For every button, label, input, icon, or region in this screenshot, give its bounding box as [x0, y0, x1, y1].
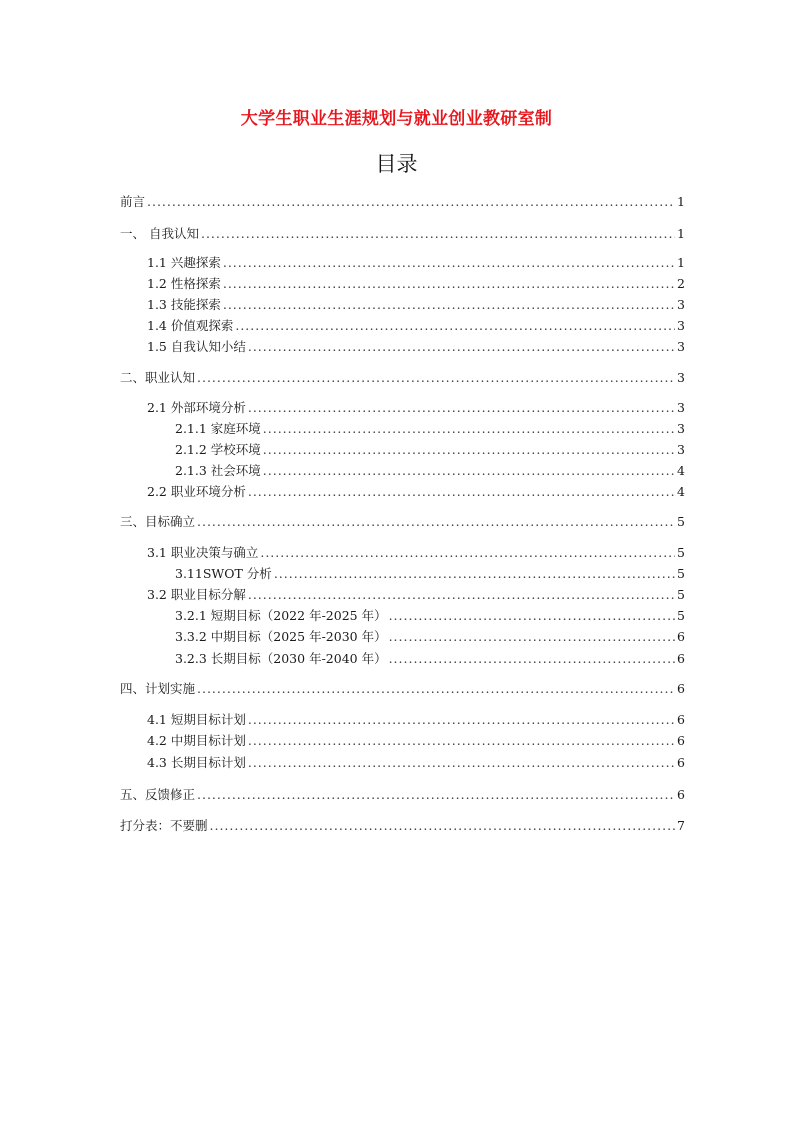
toc-entry-page: 5	[677, 545, 685, 560]
toc-leader	[248, 586, 675, 604]
toc-entry-page: 6	[677, 733, 685, 748]
toc-entry-page: 3	[677, 442, 685, 457]
toc-leader	[197, 786, 675, 804]
toc-entry-label: 二、职业认知	[120, 370, 196, 385]
toc-entry-3-1-1[interactable]	[175, 565, 685, 583]
toc-entry-page: 5	[677, 608, 685, 623]
toc-leader	[210, 817, 676, 835]
toc-entry-implementation[interactable]	[120, 680, 685, 698]
toc-entry-label: 前言	[120, 194, 146, 209]
toc-entry-page: 6	[677, 651, 685, 666]
toc-leader	[223, 296, 675, 314]
toc-leader	[389, 607, 675, 625]
toc-entry-page: 3	[677, 318, 685, 333]
toc-entry-label: 2.1.1 家庭环境	[175, 421, 261, 436]
toc-entry-page: 3	[677, 370, 685, 385]
toc-entry-page: 2	[677, 276, 685, 291]
toc-entry-page: 1	[677, 255, 685, 270]
toc-leader	[263, 420, 675, 438]
toc-leader	[147, 193, 675, 211]
toc-entry-page: 3	[677, 297, 685, 312]
toc-entry-label: 五、反馈修正	[120, 787, 196, 802]
toc-entry-label: 三、目标确立	[120, 514, 196, 529]
toc-entry-3-1[interactable]	[147, 544, 685, 562]
toc-entry-1-2[interactable]	[147, 275, 685, 293]
toc-leader	[248, 338, 675, 356]
toc-entry-label: 四、计划实施	[120, 681, 196, 696]
toc-entry-label: 打分表：不要删	[120, 818, 208, 833]
toc-entry-4-3[interactable]	[147, 754, 685, 772]
toc-entry-label: 3.11SWOT 分析	[175, 566, 272, 581]
toc-entry-page: 6	[677, 681, 685, 696]
toc-entry-1-4[interactable]	[147, 317, 685, 335]
toc-leader	[223, 275, 675, 293]
toc-entry-page: 5	[677, 566, 685, 581]
document-title: 大学生职业生涯规划与就业创业教研室制	[240, 109, 553, 129]
toc-leader	[263, 462, 675, 480]
toc-entry-label: 1.5 自我认知小结	[147, 339, 246, 354]
toc-entry-label: 4.1 短期目标计划	[147, 712, 246, 727]
toc-entry-4-1[interactable]	[147, 711, 685, 729]
toc-entry-page: 4	[677, 484, 685, 499]
toc-entry-1-5[interactable]	[147, 338, 685, 356]
toc-leader	[389, 628, 675, 646]
toc-leader	[223, 254, 675, 272]
toc-entry-label: 1.1 兴趣探索	[147, 255, 221, 270]
toc-entry-2-2[interactable]	[147, 483, 685, 501]
toc-entry-3-2[interactable]	[147, 586, 685, 604]
toc-entry-page: 1	[677, 194, 685, 209]
toc-leader	[197, 513, 675, 531]
toc-entry-page: 3	[677, 400, 685, 415]
toc-entry-score-sheet[interactable]	[120, 817, 685, 835]
toc-entry-page: 6	[677, 629, 685, 644]
toc-entry-2-1-1[interactable]	[175, 420, 685, 438]
toc-entry-3-3-2[interactable]	[175, 628, 685, 646]
toc-entry-page: 4	[677, 463, 685, 478]
toc-leader	[248, 399, 675, 417]
toc-leader	[201, 225, 675, 243]
toc-heading: 目录	[375, 152, 418, 176]
toc-leader	[197, 369, 675, 387]
toc-entry-goal-setting[interactable]	[120, 513, 685, 531]
toc-entry-page: 3	[677, 421, 685, 436]
toc-entry-page: 1	[677, 226, 685, 241]
toc-leader	[248, 732, 675, 750]
toc-entry-label: 3.2.1 短期目标（2022 年-2025 年）	[175, 608, 387, 623]
toc-entry-label: 4.2 中期目标计划	[147, 733, 246, 748]
toc-leader	[248, 754, 675, 772]
toc-entry-label: 3.2.3 长期目标（2030 年-2040 年）	[175, 651, 387, 666]
toc-entry-3-2-1[interactable]	[175, 607, 685, 625]
toc-entry-preface[interactable]	[120, 193, 685, 211]
toc-entry-page: 6	[677, 787, 685, 802]
toc-entry-label: 1.2 性格探索	[147, 276, 221, 291]
toc-leader	[235, 317, 675, 335]
toc-entry-3-2-3[interactable]	[175, 650, 685, 668]
toc-entry-label: 3.2 职业目标分解	[147, 587, 246, 602]
toc-entry-label: 2.2 职业环境分析	[147, 484, 246, 499]
toc-leader	[248, 483, 675, 501]
toc-leader	[248, 711, 675, 729]
toc-entry-label: 一、 自我认知	[120, 226, 199, 241]
toc-entry-1-3[interactable]	[147, 296, 685, 314]
toc-entry-1-1[interactable]	[147, 254, 685, 272]
toc-entry-2-1-2[interactable]	[175, 441, 685, 459]
toc-entry-self-awareness[interactable]	[120, 225, 685, 243]
toc-entry-label: 3.3.2 中期目标（2025 年-2030 年）	[175, 629, 387, 644]
toc-entry-page: 6	[677, 755, 685, 770]
toc-leader	[263, 441, 675, 459]
toc-leader	[260, 544, 675, 562]
toc-entry-label: 3.1 职业决策与确立	[147, 545, 259, 560]
toc-entry-2-1[interactable]	[147, 399, 685, 417]
toc-entry-label: 4.3 长期目标计划	[147, 755, 246, 770]
toc-entry-2-1-3[interactable]	[175, 462, 685, 480]
toc-entry-page: 3	[677, 339, 685, 354]
toc-entry-career-awareness[interactable]	[120, 369, 685, 387]
toc-entry-label: 2.1.3 社会环境	[175, 463, 261, 478]
toc-entry-label: 2.1.2 学校环境	[175, 442, 261, 457]
toc-entry-label: 2.1 外部环境分析	[147, 400, 246, 415]
toc-entry-label: 1.3 技能探索	[147, 297, 221, 312]
toc-leader	[389, 650, 675, 668]
toc-leader	[274, 565, 675, 583]
toc-entry-page: 5	[677, 587, 685, 602]
toc-leader	[197, 680, 675, 698]
toc-entry-page: 6	[677, 712, 685, 727]
toc-entry-label: 1.4 价值观探索	[147, 318, 234, 333]
toc-entry-page: 7	[677, 818, 685, 833]
toc-entry-page: 5	[677, 514, 685, 529]
toc-entry-4-2[interactable]	[147, 732, 685, 750]
toc-entry-feedback[interactable]	[120, 786, 685, 804]
